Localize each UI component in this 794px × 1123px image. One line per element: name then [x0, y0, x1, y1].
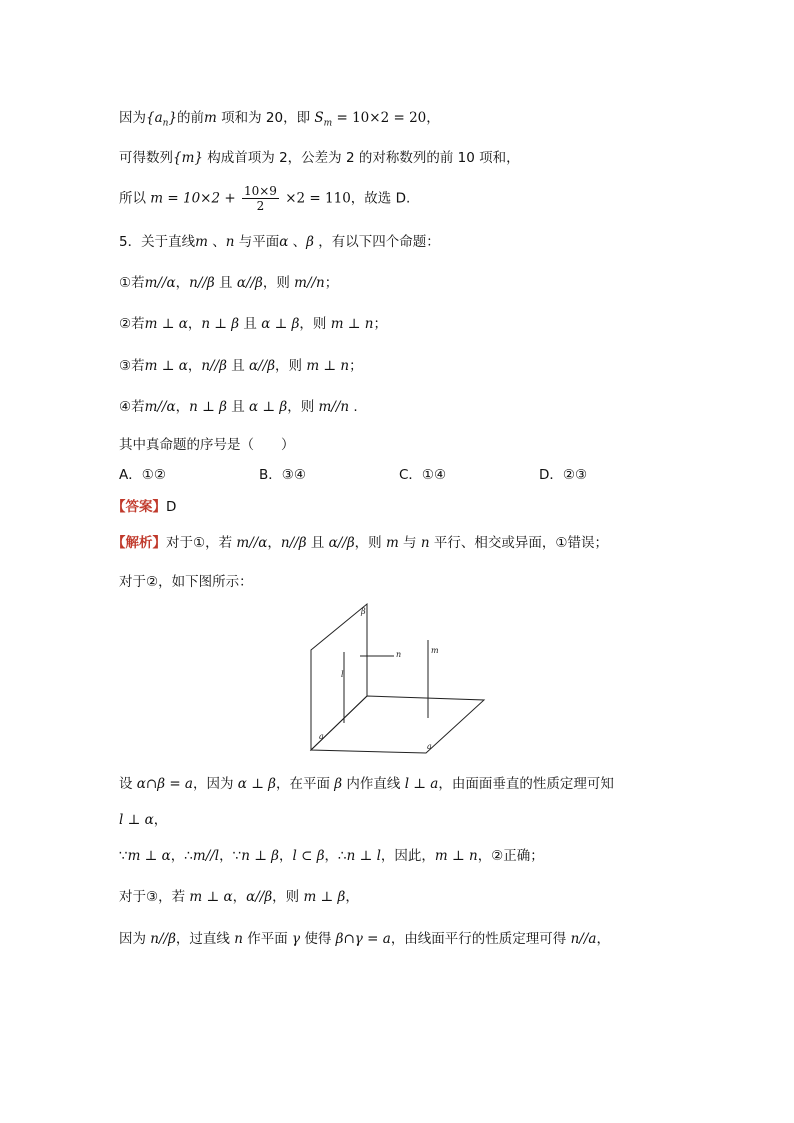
math: = 10×2 = 20 [332, 110, 427, 126]
analysis-line-6 [119, 887, 359, 907]
proposition-4 [119, 397, 358, 417]
text: ∵ [119, 848, 128, 864]
option-c: C．①④ [399, 467, 447, 483]
text: 与 [398, 535, 421, 551]
text: 5．关于直线 [119, 234, 196, 250]
text: ； [373, 316, 387, 332]
math: α//β [246, 889, 273, 905]
math: n ⊥ β [241, 848, 279, 864]
math: m ⊥ n [306, 358, 350, 374]
fraction-numerator: 10×9 [243, 184, 277, 198]
text-line-3 [119, 184, 410, 213]
text: ， [345, 889, 359, 905]
math: m//α [144, 399, 176, 415]
text: 因为 [119, 110, 146, 126]
text: ， [596, 931, 610, 947]
math: m ⊥ α [144, 358, 188, 374]
option-a: A．①② [119, 467, 166, 483]
analysis-tag: 【解析】 [112, 535, 166, 551]
math: m ⊥ α [127, 848, 171, 864]
text: ， [175, 275, 190, 291]
math: m//l [192, 848, 220, 864]
text-line-1 [119, 108, 440, 134]
math: γ [292, 931, 301, 947]
analysis-line-5 [119, 846, 544, 866]
text: 且 [226, 399, 249, 415]
math: m//n [318, 399, 350, 415]
math: m ⊥ α [144, 316, 188, 332]
analysis-line-1 [112, 533, 608, 553]
text: ①若 [119, 275, 145, 291]
math: m ⊥ n [330, 316, 374, 332]
text: ， [187, 316, 202, 332]
fraction [242, 184, 279, 213]
label-l: l [341, 670, 344, 679]
proposition-1 [119, 273, 338, 293]
text-line-2 [119, 148, 520, 168]
math: n//β [280, 535, 307, 551]
math: ×2 = 110 [280, 190, 351, 207]
text: ； [324, 275, 339, 291]
label-n: n [396, 650, 402, 659]
math: S [314, 110, 324, 126]
text: 且 [306, 535, 329, 551]
math: n//β [189, 275, 215, 291]
math: n [234, 931, 243, 947]
math: n//β [150, 931, 176, 947]
math: m//α [236, 535, 268, 551]
text: ， [187, 358, 202, 374]
text: 、 [207, 234, 226, 250]
text: ，则 [275, 358, 307, 374]
plane-beta [311, 604, 367, 750]
math: n//β [201, 358, 227, 374]
math: m//n [294, 275, 325, 291]
math: α ⊥ β [237, 776, 276, 792]
math: } [168, 110, 178, 126]
answer-value: D [166, 499, 177, 515]
option-b: B．③④ [259, 467, 306, 483]
math: α ⊥ β [261, 316, 300, 332]
analysis-line-2 [119, 572, 253, 592]
math: n//a [570, 931, 597, 947]
label-a-right: a [427, 742, 432, 751]
option-d: D．②③ [539, 467, 588, 483]
text: ，则 [262, 275, 295, 291]
text: ，有以下四个命题： [313, 234, 440, 250]
math: m ⊥ n [434, 848, 478, 864]
math: α//β [249, 358, 276, 374]
fraction-denominator: 2 [256, 199, 265, 213]
text: 因为 [119, 931, 151, 947]
text: 可得数列 [119, 150, 173, 166]
text: ②若 [119, 316, 145, 332]
math: {m} [173, 150, 203, 166]
math: m [385, 535, 399, 551]
text: ③若 [119, 358, 145, 374]
text: 、 [288, 234, 307, 250]
text: ， [267, 535, 281, 551]
text: 构成首项为 2，公差为 2 的对称数列的前 10 项和， [202, 150, 520, 166]
math: α//β [236, 275, 263, 291]
math: α [279, 234, 289, 250]
text: ，则 [287, 399, 319, 415]
question-prompt [119, 435, 295, 455]
text: 其中真命题的序号是（ ） [119, 437, 295, 453]
text: ， [232, 889, 247, 905]
math: α ⊥ β [249, 399, 288, 415]
math: {a [146, 110, 163, 126]
text: 内作直线 [342, 776, 405, 792]
math: n ⊥ l [346, 848, 381, 864]
text: ，由线面平行的性质定理可得 [390, 931, 571, 947]
question-5-stem [119, 232, 440, 252]
plane-alpha [311, 696, 484, 753]
text: 的前 [177, 110, 205, 126]
text: ，∵ [219, 848, 242, 864]
proposition-3 [119, 356, 363, 376]
answer-line [112, 497, 176, 517]
text: ，∴ [170, 848, 193, 864]
text: ，则 [354, 535, 386, 551]
text: ④若 [119, 399, 145, 415]
math: β∩γ = a [335, 931, 391, 947]
text: ，因此， [380, 848, 435, 864]
math: l ⊥ α [119, 812, 154, 828]
analysis-line-4 [119, 810, 167, 830]
text: ，由面面垂直的性质定理可知 [438, 776, 614, 792]
text: ，则 [272, 889, 304, 905]
proposition-2 [119, 314, 387, 334]
text: ，故选 D. [350, 190, 411, 207]
analysis-line-3 [119, 774, 614, 794]
math: n ⊥ β [189, 399, 227, 415]
math: α//β [328, 535, 355, 551]
math: β [334, 776, 343, 792]
text: 作平面 [242, 931, 292, 947]
text: ； [349, 358, 363, 374]
math: α∩β = a [136, 776, 193, 792]
math: n [225, 234, 235, 250]
math: n ⊥ β [201, 316, 240, 332]
text: 对于②，如下图所示： [119, 574, 253, 590]
text: ，②正确； [477, 848, 544, 864]
text: 与平面 [234, 234, 280, 250]
text: . [349, 399, 358, 415]
text: 项和为 20，即 [216, 110, 315, 126]
label-beta: β [361, 607, 366, 616]
text: 且 [214, 275, 237, 291]
text: 对于③，若 [119, 889, 190, 905]
text: 平行、相交或异面，①错误； [429, 535, 608, 551]
text: 且 [239, 316, 262, 332]
text: 且 [226, 358, 250, 374]
text: 设 [119, 776, 137, 792]
math: m//α [144, 275, 176, 291]
text: 对于①，若 [166, 535, 237, 551]
text: 所以 [119, 190, 151, 207]
math: m [195, 234, 208, 250]
planes-figure [300, 600, 490, 758]
math: m [204, 110, 217, 126]
text: ，在平面 [275, 776, 335, 792]
text: ， [175, 399, 190, 415]
math: n [420, 535, 430, 551]
answer-tag: 【答案】 [112, 499, 166, 515]
text: ， [278, 848, 293, 864]
math-sub: n [162, 118, 169, 129]
math: β [306, 234, 314, 250]
math: m = 10×2 + [150, 190, 240, 207]
text: 使得 [300, 931, 336, 947]
text: ，∴ [324, 848, 347, 864]
math: l ⊥ a [404, 776, 439, 792]
math: m ⊥ β [303, 889, 346, 905]
label-m: m [431, 646, 439, 655]
text: ，过直线 [175, 931, 235, 947]
analysis-line-7 [119, 929, 610, 949]
math: l ⊂ β [292, 848, 325, 864]
text: ， [153, 812, 168, 828]
text: ，则 [299, 316, 331, 332]
math: m ⊥ α [189, 889, 233, 905]
text: ，因为 [192, 776, 238, 792]
text: ， [426, 110, 440, 126]
label-a-left: a [319, 732, 324, 741]
math-sub: m [323, 118, 333, 129]
